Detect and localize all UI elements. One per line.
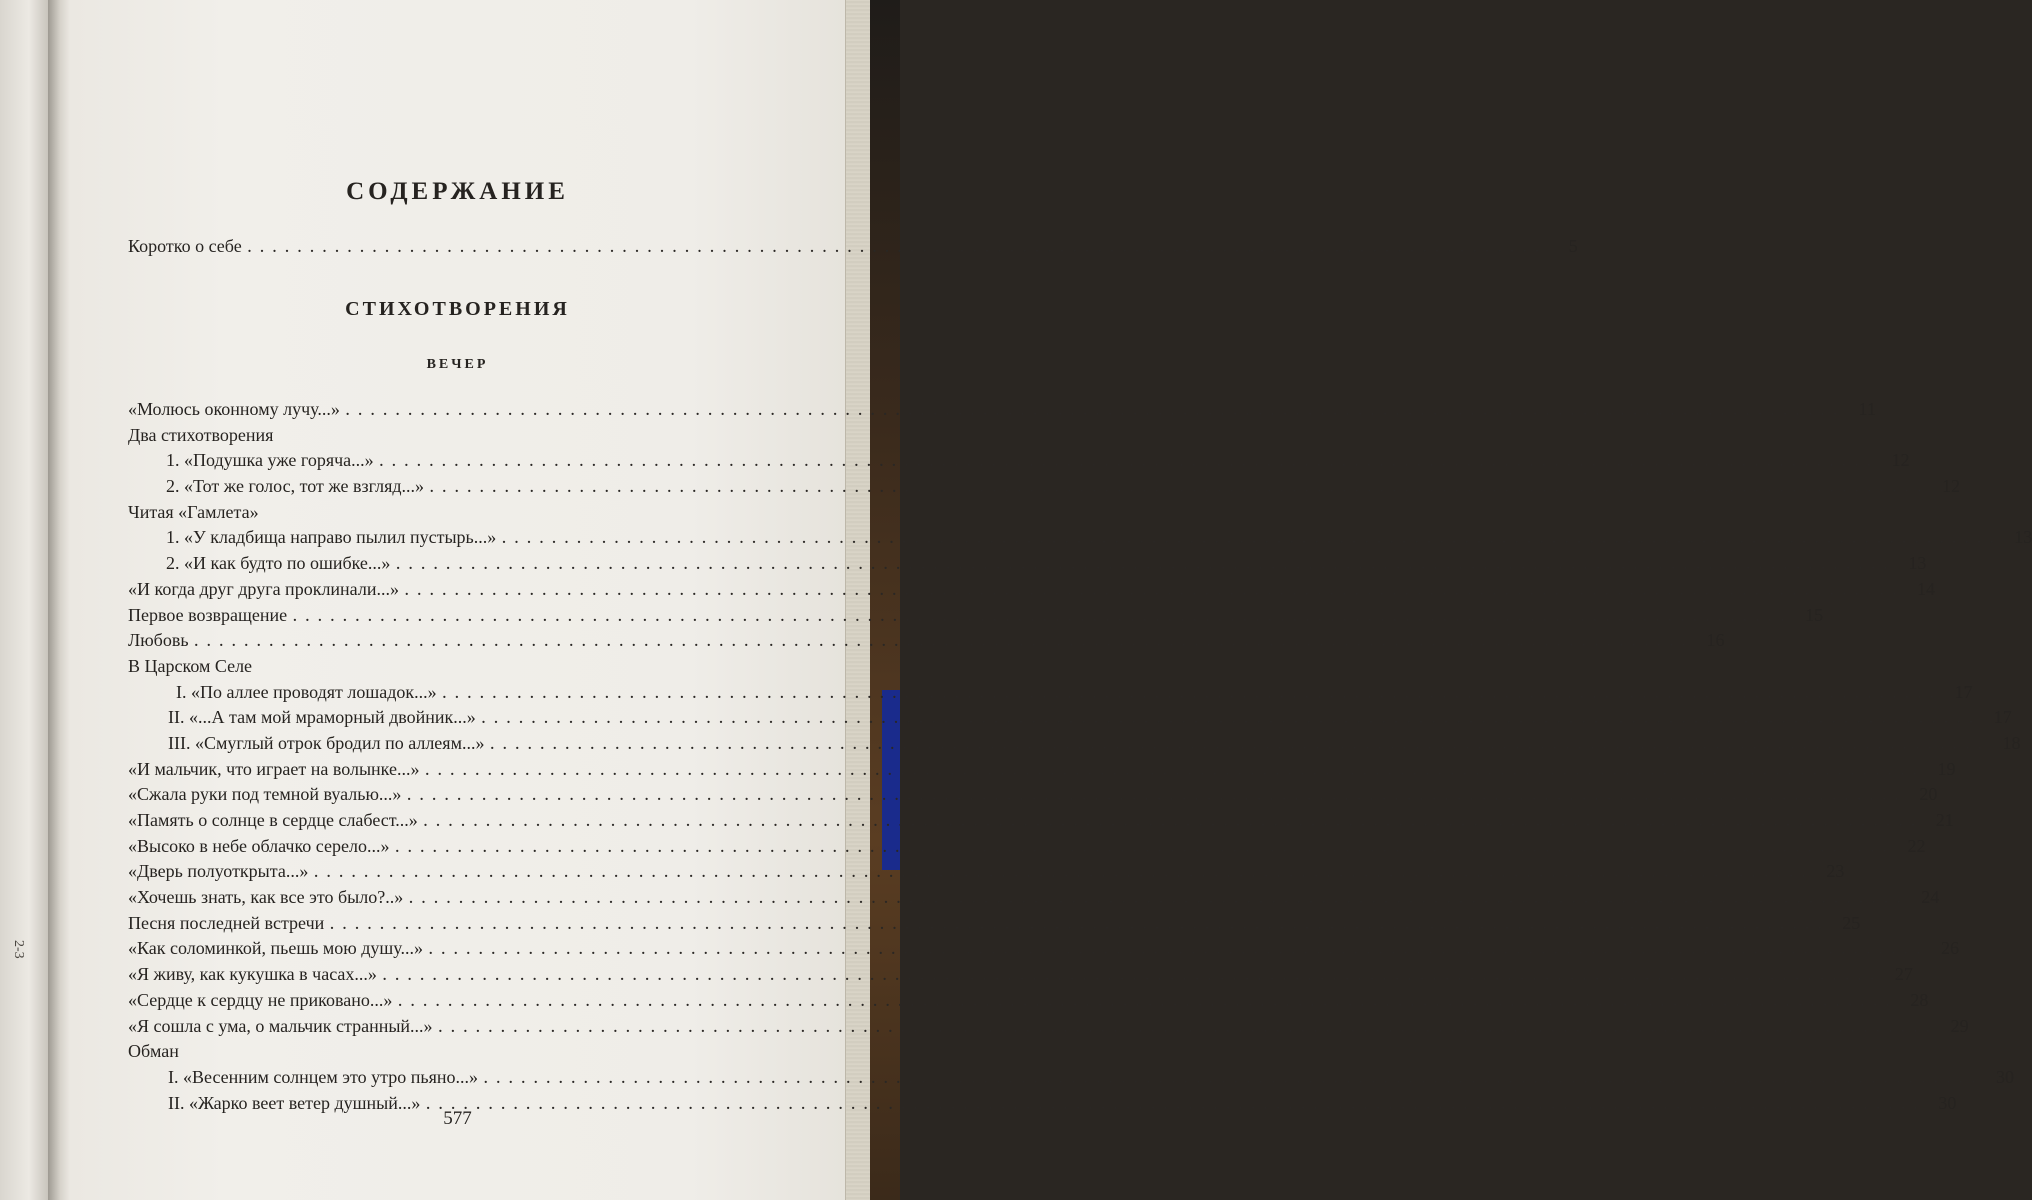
leader-dots: ........................................................................................................................ <box>396 558 1897 574</box>
leader-dots: ........................................................................................................................ <box>490 737 1991 753</box>
toc-row <box>128 551 1927 577</box>
leader-dots: ........................................................................................................................ <box>430 481 1931 497</box>
toc-entry-page: 18 <box>2002 732 2021 753</box>
toc-list <box>128 397 2032 1116</box>
contents-title: СОДЕРЖАНИЕ <box>346 178 569 205</box>
book-gutter <box>48 0 70 1200</box>
leader-dots: ........................................................................................................................ <box>428 943 1929 959</box>
toc-row <box>128 423 714 449</box>
toc-row <box>128 988 1929 1014</box>
toc-entry-page: 23 <box>1826 861 1845 882</box>
toc-entry-page: 20 <box>1919 784 1938 805</box>
toc-entry-page: 30 <box>1938 1092 1957 1113</box>
toc-entry-page: 17 <box>1954 681 1973 702</box>
toc-row <box>128 782 1938 808</box>
toc-entry-text: Первое возвращение <box>128 604 288 625</box>
toc-row <box>128 808 1954 834</box>
toc-row <box>128 1039 714 1065</box>
toc-entry-text: Коротко о себе <box>128 236 242 256</box>
toc-row <box>128 234 1578 260</box>
toc-entry-text: «Хочешь знать, как все это было?..» <box>128 887 404 908</box>
toc-entry-page: 30 <box>1996 1066 2014 1087</box>
toc-row <box>128 705 2012 731</box>
toc-entry-page: 28 <box>1910 989 1929 1010</box>
toc-row <box>128 731 2021 757</box>
leader-dots: ........................................................................................................................ <box>382 969 1883 985</box>
toc-entry-page: 12 <box>1942 476 1961 497</box>
toc-entry-text: Два стихотворения <box>128 424 274 445</box>
toc-entry-page: 27 <box>1894 964 1913 985</box>
toc-row <box>128 628 1725 654</box>
leader-dots: ........................................................................................................................ <box>395 840 1896 856</box>
toc-row <box>128 474 1961 500</box>
toc-entry-page: 13 <box>2014 527 2032 548</box>
facing-page-edge <box>0 0 48 1200</box>
toc-entry-text: «Я сошла с ума, о мальчик странный...» <box>128 1015 433 1036</box>
subsection-title: ВЕЧЕР <box>426 357 489 372</box>
toc-entry-page: 13 <box>1908 553 1927 574</box>
toc-entry-text: I. «По аллее проводят лошадок...» <box>176 681 437 702</box>
toc-row <box>128 757 1956 783</box>
toc-row <box>128 1014 1969 1040</box>
toc-entry-text: В Царском Селе <box>128 655 253 676</box>
margin-note: 2-3 <box>11 940 26 959</box>
toc-row <box>128 859 1845 885</box>
page-number: 577 <box>443 1108 472 1129</box>
toc-row <box>128 1065 2014 1091</box>
toc-entry-text: I. «Весенним солнцем это утро пьяно...» <box>168 1066 478 1087</box>
toc-entry-text: Любовь <box>128 630 189 651</box>
toc-row <box>128 500 714 526</box>
toc-entry-text: «Молюсь оконному лучу...» <box>128 399 340 419</box>
leader-dots: ........................................................................................................................ <box>345 404 1846 419</box>
toc-entry-page: 5 <box>1568 236 1578 256</box>
toc-row <box>128 834 1926 860</box>
toc-entry-page: 22 <box>1907 835 1926 856</box>
leader-dots: ........................................................................................................................ <box>379 455 1880 471</box>
leader-dots: ........................................................................................................................ <box>314 866 1815 882</box>
toc-entry-text: «Я живу, как кукушка в часах...» <box>128 964 377 985</box>
toc-entry-text: II. «...А там мой мраморный двойник...» <box>168 707 476 728</box>
leader-dots: ........................................................................................................................ <box>293 609 1794 625</box>
toc-entry-text: 1. «У кладбища направо пылил пустырь...» <box>166 527 497 548</box>
leader-dots: ........................................................................................................................ <box>409 892 1910 908</box>
toc-entry-text: 1. «Подушка уже горяча...» <box>166 450 374 471</box>
leader-dots: ........................................................................................................................ <box>194 635 1695 651</box>
toc-entry-text: «Как соломинкой, пьешь мою душу...» <box>128 938 423 959</box>
toc-entry-text: «Сердце к сердцу не приковано...» <box>128 989 393 1010</box>
toc-entry-text: «Память о солнце в сердце слабест...» <box>128 810 418 830</box>
toc-row <box>128 577 1935 603</box>
toc-entry-page: 15 <box>1805 604 1824 625</box>
leader-dots: ........................................................................................................................ <box>438 1020 1939 1036</box>
toc-row <box>128 397 1876 423</box>
toc-entry-page: 24 <box>1921 887 1940 908</box>
toc-entry-text: «И мальчик, что играет на волынке...» <box>128 758 420 779</box>
toc-entry-page: 17 <box>1993 707 2012 728</box>
toc-entry-text: Обман <box>128 1041 179 1062</box>
leader-dots: ........................................................................................................................ <box>398 994 1899 1010</box>
toc-entry-text: Читая «Гамлета» <box>128 501 259 522</box>
toc-row <box>128 936 1959 962</box>
leader-dots: ........................................................................................................................ <box>484 1071 1984 1087</box>
toc-entry-text: II. «Жарко веет ветер душный...» <box>168 1092 421 1113</box>
toc-entry-page: 12 <box>1891 450 1910 471</box>
leader-dots: ........................................................................................................................ <box>425 763 1926 779</box>
toc-entry-page: 21 <box>1935 810 1954 830</box>
leader-dots: ........................................................................................................................ <box>481 712 1982 728</box>
toc-entry-text: III. «Смуглый отрок бродил по аллеям...» <box>168 732 485 753</box>
toc-entry-page: 19 <box>1937 758 1956 779</box>
toc-entry-page: 16 <box>1706 630 1725 651</box>
toc-row <box>128 680 1973 706</box>
toc-row <box>128 525 2032 551</box>
toc-row <box>128 654 714 680</box>
toc-entry-text: 2. «И как будто по ошибке...» <box>166 553 391 574</box>
intro-entry <box>128 234 1578 260</box>
leader-dots: ........................................................................................................................ <box>426 1097 1927 1113</box>
section-title: СТИХОТВОРЕНИЯ <box>345 298 570 320</box>
leader-dots: ........................................................................................................................ <box>404 583 1905 599</box>
leader-dots: ........................................................................................................................ <box>330 917 1831 933</box>
toc-entry-text: «Высоко в небе облачко серело...» <box>128 835 390 856</box>
leader-dots: ........................................................................................................................ <box>502 532 2003 548</box>
toc-entry-text: 2. «Тот же голос, тот же взгляд...» <box>166 476 425 497</box>
toc-row <box>128 448 1910 474</box>
toc-entry-text: Песня последней встречи <box>128 912 325 933</box>
toc-entry-page: 25 <box>1842 912 1861 933</box>
toc-row <box>128 962 1913 988</box>
toc-entry-text: «Дверь полуоткрыта...» <box>128 861 309 882</box>
toc-row <box>128 603 1824 629</box>
toc-entry-text: «Сжала руки под темной вуалью...» <box>128 784 402 805</box>
leader-dots: ........................................................................................................................ <box>423 815 1924 830</box>
toc-row <box>128 885 1940 911</box>
toc-entry-page: 26 <box>1940 938 1959 959</box>
toc-row <box>128 911 1861 937</box>
leader-dots: ........................................................................................................................ <box>407 789 1908 805</box>
leader-dots: ........................................................................................................ <box>247 241 1548 256</box>
toc-entry-text: «И когда друг друга проклинали...» <box>128 578 399 599</box>
toc-entry-page: 11 <box>1858 399 1876 419</box>
leader-dots: ........................................................................................................................ <box>442 686 1943 702</box>
toc-entry-page: 14 <box>1916 578 1935 599</box>
toc-entry-page: 29 <box>1950 1015 1969 1036</box>
